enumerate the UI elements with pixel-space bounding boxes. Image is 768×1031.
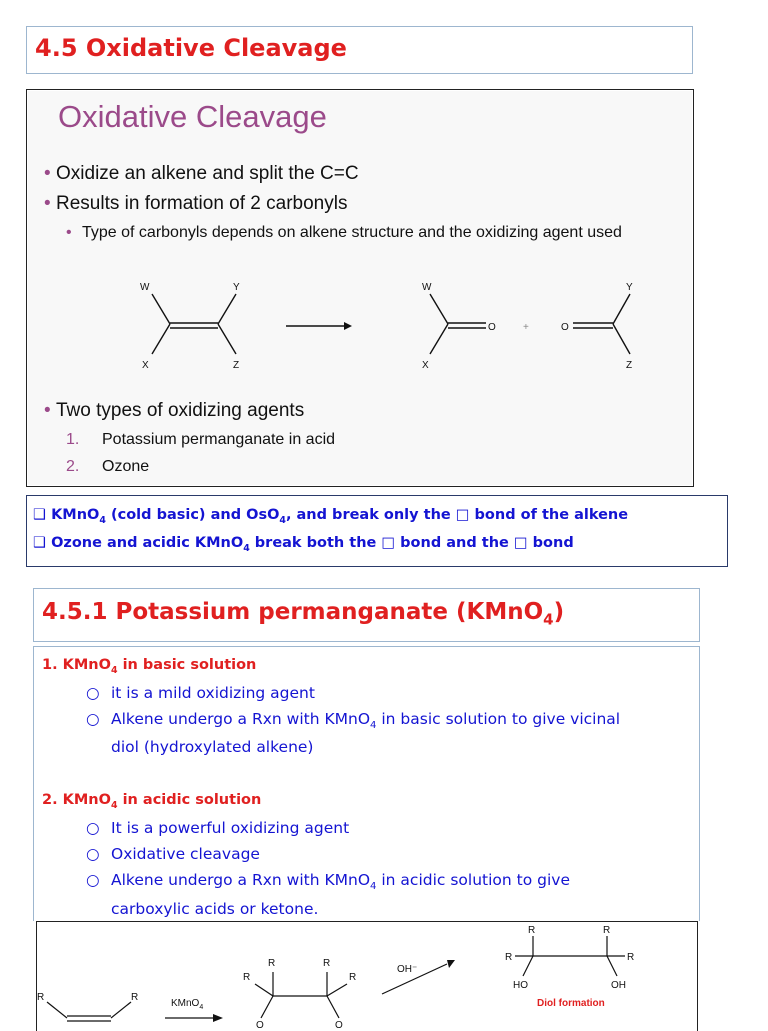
note-box — [26, 495, 728, 567]
reagent-kmno4: KMnO$_4$ — [171, 998, 204, 1011]
slide-bullet-2: • Results in formation of 2 carbonyls — [44, 193, 348, 214]
circle-bullet-icon: ○ — [86, 684, 100, 702]
item-2-heading: 2. KMnO$_4$ in acidic solution — [42, 792, 262, 811]
hydroxide-label: OH⁻ — [397, 964, 418, 975]
r-group: R — [323, 958, 331, 969]
r-group: R — [37, 992, 45, 1003]
circle-bullet-icon: ○ — [86, 819, 100, 837]
label-x-product: X — [422, 360, 429, 371]
agent-item-2: 2. Ozone — [66, 458, 150, 475]
r-group: R — [268, 958, 276, 969]
label-y: Y — [233, 282, 240, 293]
o-atom: O — [335, 1020, 343, 1031]
r-group: R — [349, 972, 357, 983]
label-o-1: O — [488, 322, 496, 333]
bullet-dot-icon: • — [44, 163, 51, 184]
reaction-scheme-image — [36, 921, 698, 1031]
agent-item-1: 1. Potassium permanganate in acid — [66, 431, 336, 448]
circle-bullet-icon: ○ — [86, 845, 100, 863]
r-group: R — [627, 952, 635, 963]
section-title-box — [26, 26, 693, 74]
label-x: X — [142, 360, 149, 371]
checkbox-icon: ❑ — [33, 535, 46, 551]
reaction-arrow-icon — [344, 322, 352, 330]
diol-reaction-scheme — [37, 922, 698, 1031]
checkbox-icon: ❑ — [33, 507, 46, 523]
bullet-dot-icon: • — [66, 224, 72, 241]
slide-sub-bullet: • Type of carbonyls depends on alkene structure and the oxidizing agent used — [66, 222, 686, 244]
label-w-product: W — [422, 282, 432, 293]
subsection-title-box — [33, 588, 700, 642]
r-group: R — [505, 952, 513, 963]
slide-image — [26, 89, 694, 487]
section-title: 4.5 Oxidative Cleavage — [35, 34, 347, 62]
bullet-dot-icon: • — [44, 400, 51, 421]
slide-bullet-3: • Two types of oxidizing agents — [44, 400, 305, 421]
label-z-product: Z — [626, 360, 633, 371]
o-atom: O — [256, 1020, 264, 1031]
slide-title: Oxidative Cleavage — [58, 99, 327, 134]
bullet-dot-icon: • — [44, 193, 51, 214]
r-group: R — [603, 925, 611, 936]
label-y-product: Y — [626, 282, 633, 293]
reaction-arrow-icon — [213, 1014, 223, 1022]
oxidative-cleavage-reaction — [28, 276, 694, 376]
label-w: W — [140, 282, 150, 293]
r-group: R — [528, 925, 536, 936]
label-plus: + — [523, 322, 529, 333]
r-group: R — [243, 972, 251, 983]
slide-bullet-1: • Oxidize an alkene and split the C=C — [44, 163, 359, 184]
r-group: R — [131, 992, 139, 1003]
label-o-2: O — [561, 322, 569, 333]
oh-group: OH — [611, 980, 626, 991]
content-box: 1. KMnO$_4$ in basic solution ○ it is a mild oxidizing agent ○ Alkene undergo a Rxn with KMnO$_4$ in basic solution to give vicinal diol (hydroxylated alkene) 2. KMnO$_4$ in acidic solution ○ It is a powerful oxidizing agent ○ Oxidative cleavage ○ Alkene undergo a Rxn with KMnO$_4$ in acidic solution to give carboxylic acids or ketone. — [33, 646, 700, 921]
note-line-1: ❑ KMnO$_4$ (cold basic) and OsO$_4$, and break only the □ bond of the alkene — [33, 507, 629, 526]
circle-bullet-icon: ○ — [86, 710, 100, 728]
item-1-heading: 1. KMnO$_4$ in basic solution — [42, 657, 257, 676]
reaction-arrow-icon — [447, 960, 455, 968]
diol-formation-label: Diol formation — [537, 998, 605, 1009]
label-z: Z — [233, 360, 240, 371]
circle-bullet-icon: ○ — [86, 871, 100, 889]
note-line-2: ❑ Ozone and acidic KMnO$_4$ break both the □ bond and the □ bond — [33, 535, 574, 554]
subsection-title: 4.5.1 Potassium permanganate (KMnO$_4$) — [42, 599, 565, 629]
ho-group: HO — [513, 980, 528, 991]
